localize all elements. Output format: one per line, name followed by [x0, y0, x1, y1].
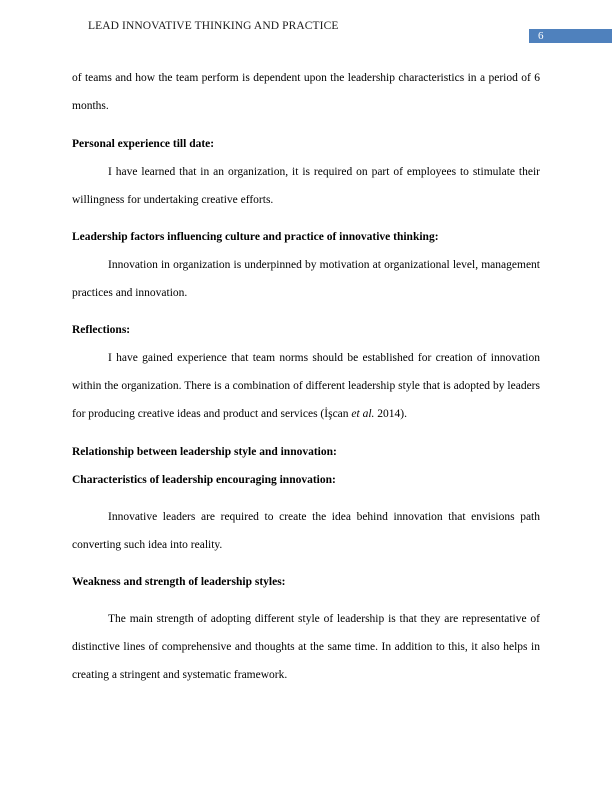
reflections-paragraph: [72, 344, 540, 428]
weakness-strength-paragraph: The main strength of adopting different style of leadership is that they are representative of distinctive lines of comprehensive and thoughts at the same time. In addition to this, it also helps in creating a stringent and systematic framework.: [72, 613, 540, 681]
leadership-factors-heading: Leadership factors influencing culture and practice of innovative thinking:: [72, 231, 439, 243]
document-body: [72, 64, 540, 689]
characteristics-paragraph: Innovative leaders are required to create the idea behind innovation that envisions path converting such idea into reality.: [72, 511, 540, 551]
citation-year: 2014).: [374, 408, 407, 420]
weakness-strength-heading: Weakness and strength of leadership styles:: [72, 576, 286, 588]
reflections-text: I have gained experience that team norms should be established for creation of innovation within the organization. There is a combination of different leadership style that is adopted by leaders for producing creative ideas and product and services (İşcan: [72, 352, 540, 420]
intro-continuation: of teams and how the team perform is dependent upon the leadership characteristics in a period of 6 months.: [72, 72, 540, 112]
page-number: 6: [529, 29, 612, 43]
personal-experience-paragraph: I have learned that in an organization, it is required on part of employees to stimulate their willingness for undertaking creative efforts.: [72, 166, 540, 206]
characteristics-heading: Characteristics of leadership encouraging innovation:: [72, 474, 336, 486]
running-header: LEAD INNOVATIVE THINKING AND PRACTICE: [88, 20, 339, 32]
citation-et-al: et al.: [351, 408, 375, 420]
personal-experience-heading: Personal experience till date:: [72, 138, 215, 150]
relationship-heading: Relationship between leadership style and innovation:: [72, 446, 337, 458]
leadership-factors-paragraph: Innovation in organization is underpinned by motivation at organizational level, management practices and innovation.: [72, 259, 540, 299]
reflections-heading: Reflections:: [72, 324, 131, 336]
